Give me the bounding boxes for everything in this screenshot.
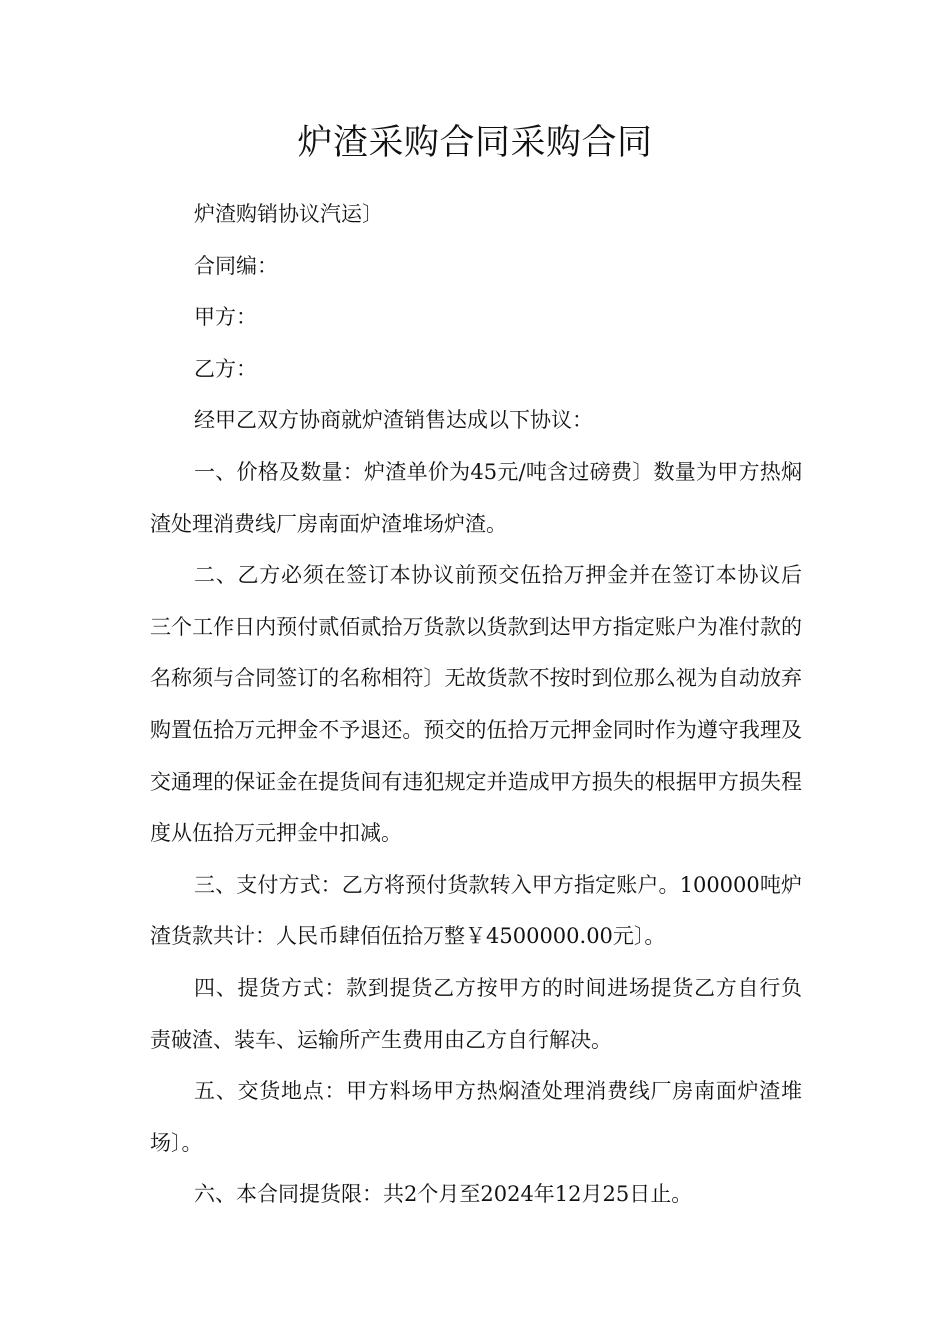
- clause-6-pickup-period: 六、本合同提货限：共2个月至2024年12月25日止。: [194, 1182, 693, 1207]
- party-b-label: 乙方：: [194, 356, 257, 381]
- clause-4-pickup: 四、提货方式：款到提货乙方按甲方的时间进场提货乙方自行负责破渣、装车、运输所产生费用由乙方自行解决。: [150, 975, 802, 1052]
- clause-5-delivery-location: 五、交货地点：甲方料场甲方热焖渣处理消费线厂房南面炉渣堆场〕。: [150, 1079, 802, 1155]
- party-a-label: 甲方：: [194, 305, 257, 330]
- clause-3-payment: 三、支付方式：乙方将预付货款转入甲方指定账户。100000吨炉渣货款共计：人民币肆佰伍拾万整￥4500000.00元〕。: [150, 872, 802, 949]
- agreement-subtitle: 炉渣购销协议汽运〕: [194, 202, 383, 226]
- clause-1-price-quantity: 一、价格及数量：炉渣单价为45元/吨含过磅费〕数量为甲方热焖渣处理消费线厂房南面炉渣堆场炉渣。: [150, 459, 802, 536]
- document-body: [150, 189, 802, 1221]
- document-title: 炉渣采购合同采购合同: [297, 123, 653, 163]
- agreement-intro: 经甲乙双方协商就炉渣销售达成以下协议：: [194, 408, 593, 433]
- clause-2-deposit: 二、乙方必须在签订本协议前预交伍拾万押金并在签订本协议后三个工作日内预付贰佰贰拾万货款以货款到达甲方指定账户为准付款的名称须与合同签订的名称相符〕无故货款不按时到位那么视为自动放弃购置伍拾万元押金不予退还。预交的伍拾万元押金同时作为遵守我理及交通理的保证金在提货间有违犯规定并造成甲方损失的根据甲方损失程度从伍拾万元押金中扣减。: [150, 563, 802, 846]
- contract-number-label: 合同编：: [194, 253, 278, 278]
